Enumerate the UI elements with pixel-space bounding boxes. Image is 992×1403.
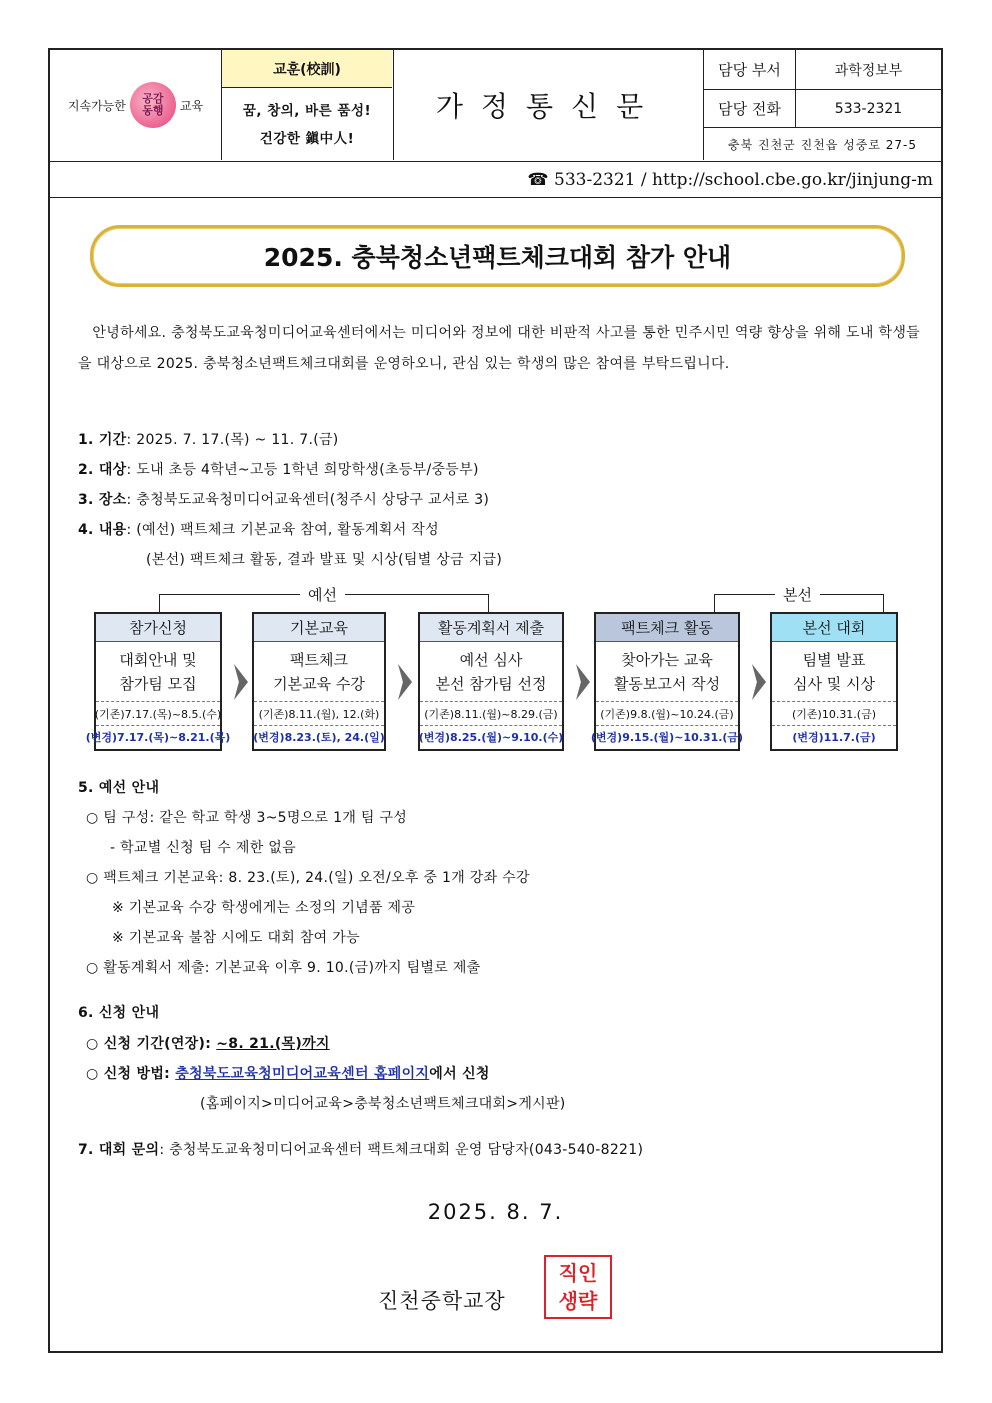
step-head: 본선 대회 [772, 614, 896, 642]
section5-title: 5. 예선 안내 [78, 780, 160, 796]
final-label: 본선 [775, 584, 820, 605]
step-body [772, 642, 896, 702]
notice-title-banner: 2025. 충북청소년팩트체크대회 참가 안내 [90, 225, 905, 287]
document-page [48, 48, 943, 1353]
step-orig-date: (기존)9.8.(월)~10.24.(금) [596, 702, 738, 726]
chevron-right-icon [234, 664, 248, 700]
step-head: 기본교육 [254, 614, 384, 642]
item-period [78, 429, 339, 451]
chevron-right-icon [752, 664, 766, 700]
step-body [254, 642, 384, 702]
section7-label: 7. 대회 문의 [78, 1142, 160, 1158]
step-body-line: 찾아가는 교육 [621, 650, 713, 669]
official-seal-stamp [544, 1255, 612, 1319]
section6-title: 6. 신청 안내 [78, 1005, 160, 1021]
section5-line: ※ 기본교육 수강 학생에게는 소정의 기념품 제공 [112, 900, 416, 916]
step-body [596, 642, 738, 702]
prelim-bracket [159, 586, 489, 612]
motto-line-2: 건강한 鎭中人! [259, 131, 355, 147]
principal-name: 진천중학교장 [378, 1289, 506, 1313]
seal-top-text: 직인 [558, 1261, 598, 1285]
item-content-text: : (예선) 팩트체크 기본교육 참여, 활동계획서 작성 [126, 522, 439, 538]
seal-bottom-text: 생략 [558, 1289, 598, 1313]
contact-line[interactable]: ☎ 533-2321 / http://school.cbe.go.kr/jinjung-m [50, 162, 941, 198]
step-body [420, 642, 562, 702]
step-body-line: 팀별 발표 [802, 650, 866, 669]
motto-title: 교훈(校訓) [222, 50, 392, 88]
section5-line: ○ 팩트체크 기본교육: 8. 23.(토), 24.(일) 오전/오후 중 1개 강좌 수강 [86, 870, 530, 886]
step-body-line: 기본교육 수강 [273, 674, 365, 693]
logo-circle-bottom: 동행 [142, 104, 164, 117]
intro-text: 안녕하세요. 충청북도교육청미디어교육센터에서는 미디어와 정보에 대한 비판적 사고를 통한 민주시민 역량 향상을 위해 도내 학생들을 대상으로 2025. 충북청소년팩트체크대회를 운영하오니, 관심 있는 학생의 많은 참여를 부탁드립니다. [78, 325, 920, 372]
item-period-text: : 2025. 7. 17.(목) ~ 11. 7.(금) [126, 432, 339, 448]
section5-line: ○ 팀 구성: 같은 학교 학생 3~5명으로 1개 팀 구성 [86, 810, 408, 826]
dept-row [704, 50, 941, 90]
media-center-homepage-link[interactable]: 충청북도교육청미디어교육센터 홈페이지 [175, 1066, 430, 1082]
step-head: 팩트체크 활동 [596, 614, 738, 642]
apply-period-label: ○ 신청 기간(연장): [86, 1036, 217, 1052]
intro-paragraph [78, 318, 920, 380]
section7-inquiry [78, 1139, 643, 1161]
logo-left-text: 지속가능한 [67, 98, 126, 113]
step-body-line: 활동보고서 작성 [613, 674, 721, 693]
step-changed-date: (변경)11.7.(금) [792, 731, 876, 744]
dept-value: 과학정보부 [834, 62, 903, 79]
step-body [96, 642, 220, 702]
logo-right-text: 교육 [179, 98, 204, 113]
motto-cell [222, 50, 394, 160]
logo-circle-top: 공감 [142, 92, 164, 105]
school-logo [50, 50, 222, 160]
step-orig-date: (기존)8.11.(월)~8.29.(금) [420, 702, 562, 726]
schedule-flow [85, 584, 904, 754]
step-plan-submit [418, 612, 564, 751]
section5-line: ○ 활동계획서 제출: 기본교육 이후 9. 10.(금)까지 팀별로 제출 [86, 960, 481, 976]
chevron-right-icon [398, 664, 412, 700]
step-orig-date: (기존)8.11.(월), 12.(화) [254, 702, 384, 726]
item-target-text: : 도내 초등 4학년~고등 1학년 희망학생(초등부/중등부) [126, 462, 479, 478]
motto-text [222, 90, 392, 160]
step-body-line: 참가팀 모집 [119, 674, 197, 693]
item-content [78, 519, 439, 541]
item-place [78, 489, 489, 511]
step-head: 참가신청 [96, 614, 220, 642]
item-target-label: 2. 대상 [78, 462, 127, 478]
step-changed-date: (변경)8.23.(토), 24.(일) [253, 731, 385, 744]
step-head: 활동계획서 제출 [420, 614, 562, 642]
apply-path: (홈페이지>미디어교육>충북청소년팩트체크대회>게시판) [200, 1096, 566, 1112]
apply-method [86, 1063, 490, 1085]
step-orig-date: (기존)10.31.(금) [772, 702, 896, 726]
prelim-label: 예선 [300, 584, 345, 605]
phone-row [704, 90, 941, 128]
apply-method-label: ○ 신청 방법: [86, 1066, 176, 1082]
step-body-line: 심사 및 시상 [793, 674, 875, 693]
info-cell [704, 50, 941, 160]
step-changed-date: (변경)8.25.(월)~9.10.(수) [418, 731, 564, 744]
issue-date: 2025. 8. 7. [427, 1200, 564, 1224]
logo-circle-icon [130, 82, 176, 128]
step-changed-date: (변경)9.15.(월)~10.31.(금) [590, 731, 744, 744]
final-bracket [714, 586, 884, 612]
phone-label: 담당 전화 [704, 90, 796, 127]
section7-text: : 충청북도교육청미디어교육센터 팩트체크대회 운영 담당자(043-540-8221) [159, 1142, 644, 1158]
chevron-right-icon [576, 664, 590, 700]
header-table [50, 50, 941, 162]
phone-value: 533-2321 [834, 100, 903, 117]
motto-line-1: 꿈, 창의, 바른 품성! [242, 103, 372, 119]
item-place-label: 3. 장소 [78, 492, 127, 508]
dept-label: 담당 부서 [704, 50, 796, 89]
page-title: 가정통신문 [394, 50, 704, 160]
step-changed-date: (변경)7.17.(목)~8.21.(목) [85, 731, 231, 744]
section5-line: - 학교별 신청 팀 수 제한 없음 [110, 840, 296, 856]
step-body-line: 대회안내 및 [119, 650, 197, 669]
step-body-line: 본선 참가팀 선정 [435, 674, 547, 693]
step-basic-education [252, 612, 386, 751]
item-period-label: 1. 기간 [78, 432, 127, 448]
item-target [78, 459, 479, 481]
section5-line: ※ 기본교육 불참 시에도 대회 참여 가능 [112, 930, 360, 946]
item-place-text: : 충청북도교육청미디어교육센터(청주시 상당구 교서로 3) [126, 492, 490, 508]
step-body-line: 예선 심사 [459, 650, 523, 669]
step-orig-date: (기존)7.17.(목)~8.5.(수) [96, 702, 220, 726]
apply-period-value: ~8. 21.(목)까지 [216, 1036, 330, 1052]
step-final-contest [770, 612, 898, 751]
address: 충북 진천군 진천읍 성중로 27-5 [727, 137, 917, 152]
step-body-line: 팩트체크 [290, 650, 348, 669]
step-apply [85, 612, 231, 751]
apply-period [86, 1033, 330, 1055]
item-content-label: 4. 내용 [78, 522, 127, 538]
item-content-line2: (본선) 팩트체크 활동, 결과 발표 및 시상(팀별 상금 지급) [146, 552, 503, 568]
apply-method-suffix: 에서 신청 [429, 1066, 490, 1082]
step-factcheck-activity [590, 612, 744, 751]
